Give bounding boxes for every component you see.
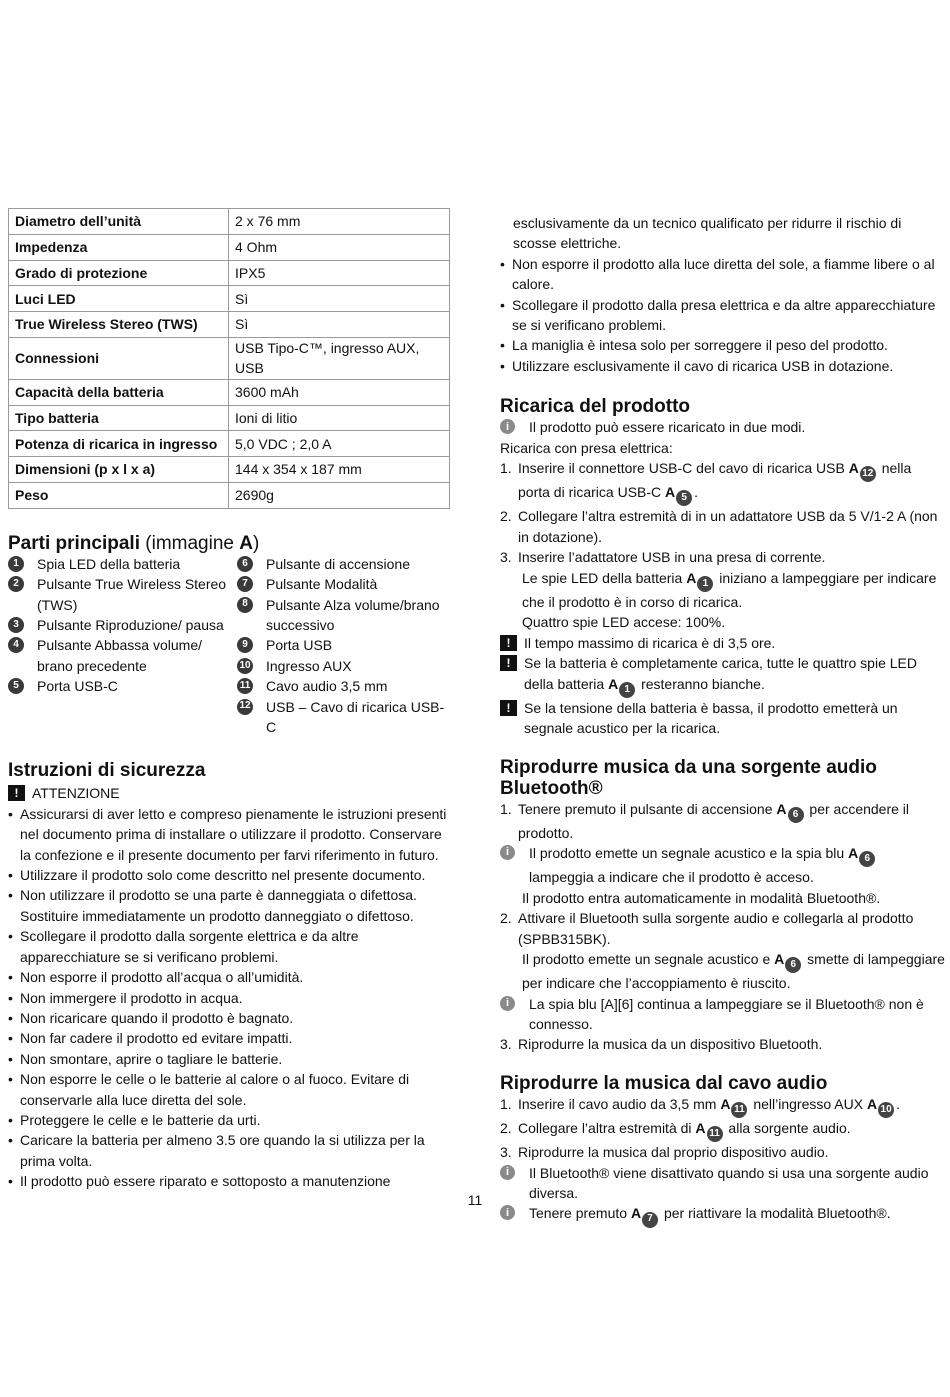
- spec-row: [9, 312, 450, 338]
- charging-title: Ricarica del prodotto: [500, 396, 691, 418]
- info-icon: i: [500, 1205, 515, 1220]
- parts-list-right: [237, 554, 450, 738]
- number-1-icon: 1: [697, 576, 713, 592]
- warning-label: ATTENZIONE: [32, 785, 120, 802]
- list-item: • Scollegare il prodotto dalla presa elettrica e da altre apparecchiature se si verificano problemi.: [500, 295, 945, 336]
- spec-value: 2 x 76 mm: [229, 209, 450, 235]
- warning-icon: !: [500, 655, 517, 671]
- charging-section: [500, 396, 945, 738]
- info-icon: i: [500, 419, 515, 434]
- part-item: [237, 676, 450, 696]
- part-label: Pulsante Alza volume/brano successivo: [266, 596, 440, 633]
- part-label: Pulsante Abbassa volume/ brano precedente: [37, 637, 202, 674]
- bluetooth-title: Riprodurre musica da una sorgente audio Bluetooth®: [500, 756, 877, 799]
- charging-step-3: 3. Inserire l’adattatore USB in una presa di corrente.: [500, 549, 826, 566]
- part-item: [8, 615, 237, 635]
- spec-row: [9, 260, 450, 286]
- list-item: • Il prodotto può essere riparato e sottoposto a manutenzione: [8, 1171, 450, 1191]
- list-item: • Caricare la batteria per almeno 3.5 ore quando la si utilizza per la prima volta.: [8, 1130, 450, 1171]
- list-item: • Non smontare, aprire o tagliare le batterie.: [8, 1049, 450, 1069]
- spec-label: Capacità della batteria: [9, 379, 229, 405]
- aux-note-2: i Tenere premuto A 7 per riattivare la modalità Bluetooth®.: [500, 1203, 945, 1227]
- safety-title: Istruzioni di sicurezza: [8, 760, 206, 782]
- part-item: [8, 554, 237, 574]
- spec-row: [9, 286, 450, 312]
- left-column: [8, 208, 450, 1192]
- list-item: • Utilizzare esclusivamente il cavo di ricarica USB in dotazione.: [500, 356, 945, 376]
- spec-row: [9, 405, 450, 431]
- part-item: [237, 635, 450, 655]
- spec-row: [9, 234, 450, 260]
- part-item: [237, 574, 450, 594]
- part-label: Cavo audio 3,5 mm: [266, 678, 388, 695]
- spec-label: Dimensioni (p x l x a): [9, 457, 229, 483]
- spec-label: Peso: [9, 482, 229, 508]
- spec-label: Connessioni: [9, 337, 229, 379]
- part-label: Porta USB: [266, 637, 333, 654]
- spec-row: [9, 431, 450, 457]
- spec-value: Sì: [229, 286, 450, 312]
- part-label: Pulsante di accensione: [266, 555, 410, 572]
- spec-label: Potenza di ricarica in ingresso: [9, 431, 229, 457]
- number-5-icon: 5: [676, 490, 692, 506]
- part-item: [8, 676, 237, 696]
- bluetooth-section: [500, 757, 945, 1055]
- spec-label: Grado di protezione: [9, 260, 229, 286]
- number-11-icon: 11: [707, 1126, 723, 1142]
- safety-list-continued: [500, 254, 945, 376]
- parts-section: [8, 533, 450, 738]
- list-item: • La maniglia è intesa solo per sorreggere il peso del prodotto.: [500, 335, 945, 355]
- part-item: [237, 697, 450, 738]
- safety-section: [8, 760, 450, 1191]
- part-item: [8, 574, 237, 615]
- list-item: • Non esporre il prodotto all’acqua o all’umidità.: [8, 967, 450, 987]
- bluetooth-note-2: i La spia blu [A][6] continua a lampeggiare se il Bluetooth® non è connesso.: [500, 994, 945, 1035]
- aux-title: Riprodurre la musica dal cavo audio: [500, 1072, 828, 1094]
- number-7-icon: 7: [642, 1212, 658, 1228]
- number-9-icon: 9: [237, 637, 253, 653]
- charging-intro: Ricarica con presa elettrica:: [500, 439, 673, 456]
- right-column: [500, 213, 945, 1228]
- spec-value: 3600 mAh: [229, 379, 450, 405]
- part-item: [237, 656, 450, 676]
- spec-row: [9, 209, 450, 235]
- number-6-icon: 6: [788, 807, 804, 823]
- number-10-icon: 10: [237, 658, 253, 674]
- spec-value: 144 x 354 x 187 mm: [229, 457, 450, 483]
- number-1-icon: 1: [619, 682, 635, 698]
- part-label: Pulsante Modalità: [266, 576, 378, 593]
- spec-value: Sì: [229, 312, 450, 338]
- charging-step-3-detail: Le spie LED della batteria A 1 iniziano a lampeggiare per indicare che il prodotto è in corso di ricarica.: [522, 569, 937, 610]
- page-number: 11: [467, 1192, 483, 1208]
- list-item: • Non far cadere il prodotto ed evitare impatti.: [8, 1028, 450, 1048]
- warning-icon: !: [500, 635, 517, 651]
- spec-label: True Wireless Stereo (TWS): [9, 312, 229, 338]
- bluetooth-step-2: 2. Attivare il Bluetooth sulla sorgente audio e collegarla al prodotto (SPBB315BK).: [500, 910, 914, 947]
- charging-warning-2: ! Se la batteria è completamente carica, tutte le quattro spie LED della batteria A 1 resteranno bianche.: [500, 653, 945, 698]
- bluetooth-step-1: 1. Tenere premuto il pulsante di accensione A 6 per accendere il prodotto.: [500, 800, 910, 841]
- charging-warning-1: ! Il tempo massimo di ricarica è di 3,5 ore.: [500, 633, 945, 653]
- safety-list: [8, 804, 450, 1192]
- aux-step-1: 1. Inserire il cavo audio da 3,5 mm A 11 nell’ingresso AUX A 10 .: [500, 1094, 945, 1118]
- aux-note-1: i Il Bluetooth® viene disattivato quando si usa una sorgente audio diversa.: [500, 1163, 945, 1204]
- spec-row: [9, 379, 450, 405]
- spec-row: [9, 457, 450, 483]
- warning-icon: !: [500, 700, 517, 716]
- aux-step-2: 2. Collegare l’altra estremità di A 11 alla sorgente audio.: [500, 1118, 945, 1142]
- spec-label: Impedenza: [9, 234, 229, 260]
- number-6-icon: 6: [859, 851, 875, 867]
- spec-value: USB Tipo-C™, ingresso AUX, USB: [229, 337, 450, 379]
- part-label: USB – Cavo di ricarica USB-C: [266, 698, 445, 736]
- spec-table: [8, 208, 450, 509]
- charging-step-1: 1. Inserire il connettore USB-C del cavo di ricarica USB A 12 nella porta di ricarica USB-C A 5 .: [500, 458, 945, 506]
- part-item: [8, 635, 237, 676]
- info-icon: i: [500, 1165, 515, 1180]
- parts-title: Parti principali (immagine A): [8, 532, 260, 554]
- number-1-icon: 1: [8, 556, 24, 572]
- warning-icon: !: [8, 785, 25, 801]
- number-5-icon: 5: [8, 678, 24, 694]
- spec-value: 2690g: [229, 482, 450, 508]
- bluetooth-mode-text: Il prodotto entra automaticamente in modalità Bluetooth®.: [522, 889, 881, 906]
- number-4-icon: 4: [8, 637, 24, 653]
- bluetooth-step-2-detail: Il prodotto emette un segnale acustico e A 6 smette di lampeggiare per indicare che l’accoppiamento è riuscito.: [522, 950, 945, 992]
- number-12-icon: 12: [237, 699, 253, 715]
- spec-value: IPX5: [229, 260, 450, 286]
- spec-value: 5,0 VDC ; 2,0 A: [229, 431, 450, 457]
- spec-row: [9, 482, 450, 508]
- part-item: [237, 595, 450, 636]
- number-3-icon: 3: [8, 617, 24, 633]
- part-label: Pulsante Riproduzione/ pausa: [37, 617, 224, 633]
- part-label: Spia LED della batteria: [37, 555, 181, 572]
- number-11-icon: 11: [237, 678, 253, 694]
- safety-continued: esclusivamente da un tecnico qualificato per ridurre il rischio di scosse elettriche.: [513, 215, 902, 252]
- number-6-icon: 6: [785, 957, 801, 973]
- spec-label: Diametro dell’unità: [9, 209, 229, 235]
- warning-line: [8, 783, 450, 803]
- number-10-icon: 10: [878, 1102, 894, 1118]
- charging-step-2: 2. Collegare l’altra estremità di in un adattatore USB da 5 V/1-2 A (non in dotazione).: [500, 508, 938, 545]
- list-item: • Non immergere il prodotto in acqua.: [8, 988, 450, 1008]
- list-item: • Non ricaricare quando il prodotto è bagnato.: [8, 1008, 450, 1028]
- info-icon: i: [500, 996, 515, 1011]
- charging-warning-3: ! Se la tensione della batteria è bassa, il prodotto emetterà un segnale acustico per la ricarica.: [500, 698, 945, 739]
- charging-full-text: Quattro spie LED accese: 100%.: [522, 614, 726, 631]
- list-item: • Utilizzare il prodotto solo come descritto nel presente documento.: [8, 865, 450, 885]
- part-label: Pulsante True Wireless Stereo (TWS): [37, 576, 227, 613]
- list-item: • Assicurarsi di aver letto e compreso pienamente le istruzioni presenti nel documento prima di installare o utilizzare il prodotto. Conservare la confezione e il presente documento per farvi riferimento in futuro.: [8, 804, 450, 865]
- number-7-icon: 7: [237, 576, 253, 592]
- list-item: • Proteggere le celle e le batterie da urti.: [8, 1110, 450, 1130]
- bluetooth-note-1: i Il prodotto emette un segnale acustico e la spia blu A 6 lampeggia a indicare che il prodotto è acceso.: [500, 843, 945, 888]
- spec-row: [9, 337, 450, 379]
- spec-value: 4 Ohm: [229, 234, 450, 260]
- list-item: • Non utilizzare il prodotto se una parte è danneggiata o difettosa. Sostituire immediatamente un prodotto danneggiato o difettoso.: [8, 885, 450, 926]
- number-12-icon: 12: [860, 466, 876, 482]
- bluetooth-step-3: 3. Riprodurre la musica da un dispositivo Bluetooth.: [500, 1036, 823, 1053]
- aux-step-3: 3. Riprodurre la musica dal proprio dispositivo audio.: [500, 1144, 829, 1161]
- number-6-icon: 6: [237, 556, 253, 572]
- number-8-icon: 8: [237, 597, 253, 613]
- part-item: [237, 554, 450, 574]
- parts-list-left: [8, 554, 237, 738]
- list-item: • Non esporre il prodotto alla luce diretta del sole, a fiamme libere o al calore.: [500, 254, 945, 295]
- charging-note: i Il prodotto può essere ricaricato in due modi.: [500, 417, 945, 437]
- info-icon: i: [500, 845, 515, 860]
- spec-value: Ioni di litio: [229, 405, 450, 431]
- spec-label: Luci LED: [9, 286, 229, 312]
- list-item: • Scollegare il prodotto dalla sorgente elettrica e da altre apparecchiature se si verificano problemi.: [8, 926, 450, 967]
- number-2-icon: 2: [8, 576, 24, 592]
- list-item: • Non esporre le celle o le batterie al calore o al fuoco. Evitare di conservarle alla luce diretta del sole.: [8, 1069, 450, 1110]
- number-11-icon: 11: [731, 1102, 747, 1118]
- part-label: Porta USB-C: [37, 678, 118, 695]
- spec-label: Tipo batteria: [9, 405, 229, 431]
- part-label: Ingresso AUX: [266, 657, 352, 674]
